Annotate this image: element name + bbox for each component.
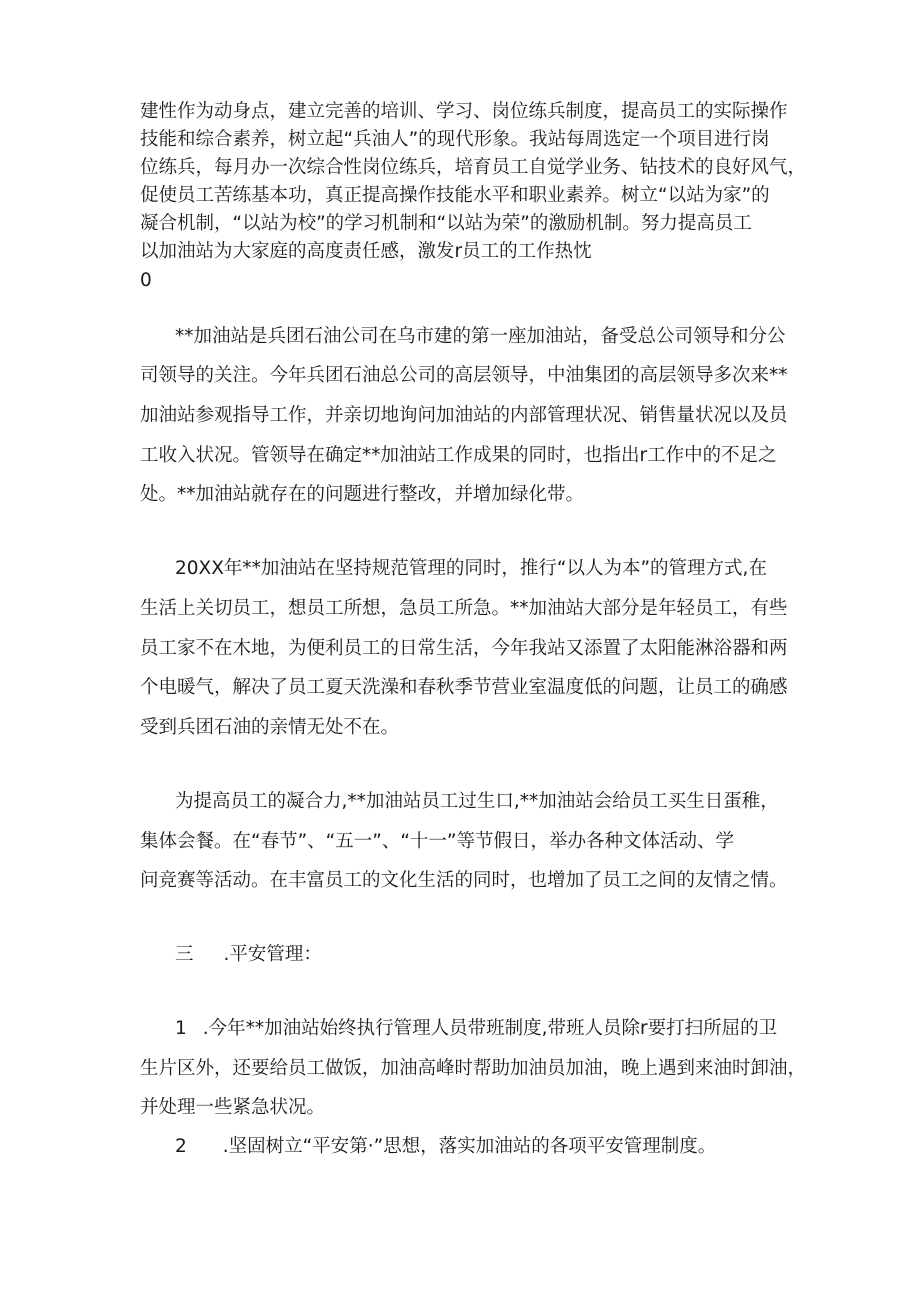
text-line: 以加油站为大家庭的高度责任感，激发r员工的工作热忱 bbox=[140, 241, 592, 262]
text-line: 位练兵，每月办一次综合性岗位练兵，培育员工自觉学业务、钻技术的良好风气， bbox=[140, 157, 807, 178]
text-line: 个电暖气，解决了员工夏天洗澡和春秋季节营业室温度低的问题，让员工的确感 bbox=[140, 677, 788, 698]
text-line: 受到兵团石油的亲情无处不在。 bbox=[140, 717, 400, 738]
item-text: .坚固树立“平安第·”思想，落实加油站的各项平安管理制度。 bbox=[222, 1136, 717, 1157]
text-line: 为提高员工的凝合力,**加油站员工过生口,**加油站会给员工买生日蛋稚， bbox=[175, 791, 779, 812]
text-line: 工收入状况。管领导在确定**加油站工作成果的同时，也指出r工作中的不足之 bbox=[140, 445, 777, 466]
text-line: 促使员工苦练基本功，真正提高操作技能水平和职业素养。树立“以站为家”的 bbox=[140, 185, 770, 206]
list-item-first-line bbox=[175, 1016, 777, 1042]
text-line: 加油站参观指导工作，并亲切地询问加油站的内部管理状况、销售量状况以及员 bbox=[140, 405, 788, 426]
section-number: 三 bbox=[175, 944, 194, 965]
text-line: 生片区外，还要给员工做饭，加油高峰时帮助加油员加油，晚上遇到来油时卸油， bbox=[140, 1058, 807, 1079]
section-title: .平安管理： bbox=[223, 944, 322, 965]
section-heading bbox=[175, 942, 322, 968]
list-item bbox=[175, 1134, 716, 1160]
text-line: 并处理一些紧急状况。 bbox=[140, 1097, 326, 1118]
text-line: 凝合机制，“以站为校”的学习机制和“以站为荣”的激励机制。努力提高员工 bbox=[140, 213, 752, 234]
item-text: .今年**加油站始终执行管理人员带班制度,带班人员除r要打扫所屈的卫 bbox=[202, 1018, 778, 1039]
text-line-trailing: 0 bbox=[140, 270, 152, 291]
text-line: 问竞赛等活动。在丰富员工的文化生活的同时，也增加了员工之间的友情之情。 bbox=[140, 870, 788, 891]
text-line: **加油站是兵团石油公司在乌市建的第一座加油站，备受总公司领导和分公 bbox=[175, 326, 786, 347]
text-line: 建性作为动身点，建立完善的培训、学习、岗位练兵制度，提高员工的实际操作 bbox=[140, 101, 788, 122]
text-line: 员工家不在木地，为便利员工的日常生活，今年我站又添置了太阳能淋浴器和两 bbox=[140, 638, 788, 659]
text-line: 生活上关切员工，想员工所想，急员工所急。**加油站大部分是年轻员工，有些 bbox=[140, 598, 788, 619]
item-number: 2 bbox=[175, 1136, 187, 1157]
text-line: 技能和综合素养，树立起“兵油人”的现代形象。我站每周选定一个项目进行岗 bbox=[140, 129, 770, 150]
item-number: 1 bbox=[175, 1018, 187, 1039]
text-line: 处。**加油站就存在的问题进行整改，并增加绿化带。 bbox=[140, 484, 585, 505]
text-line: 集体会餐。在“春节”、“五一”、“十一”等节假日，举办各种文体活动、学 bbox=[140, 831, 735, 852]
text-line: 司领导的关注。今年兵团石油总公司的高层领导，中油集团的高层领导多次来** bbox=[140, 365, 788, 386]
text-line: 20XX年**加油站在坚持规范管理的同时，推行“以人为本”的管理方式,在 bbox=[175, 558, 767, 579]
